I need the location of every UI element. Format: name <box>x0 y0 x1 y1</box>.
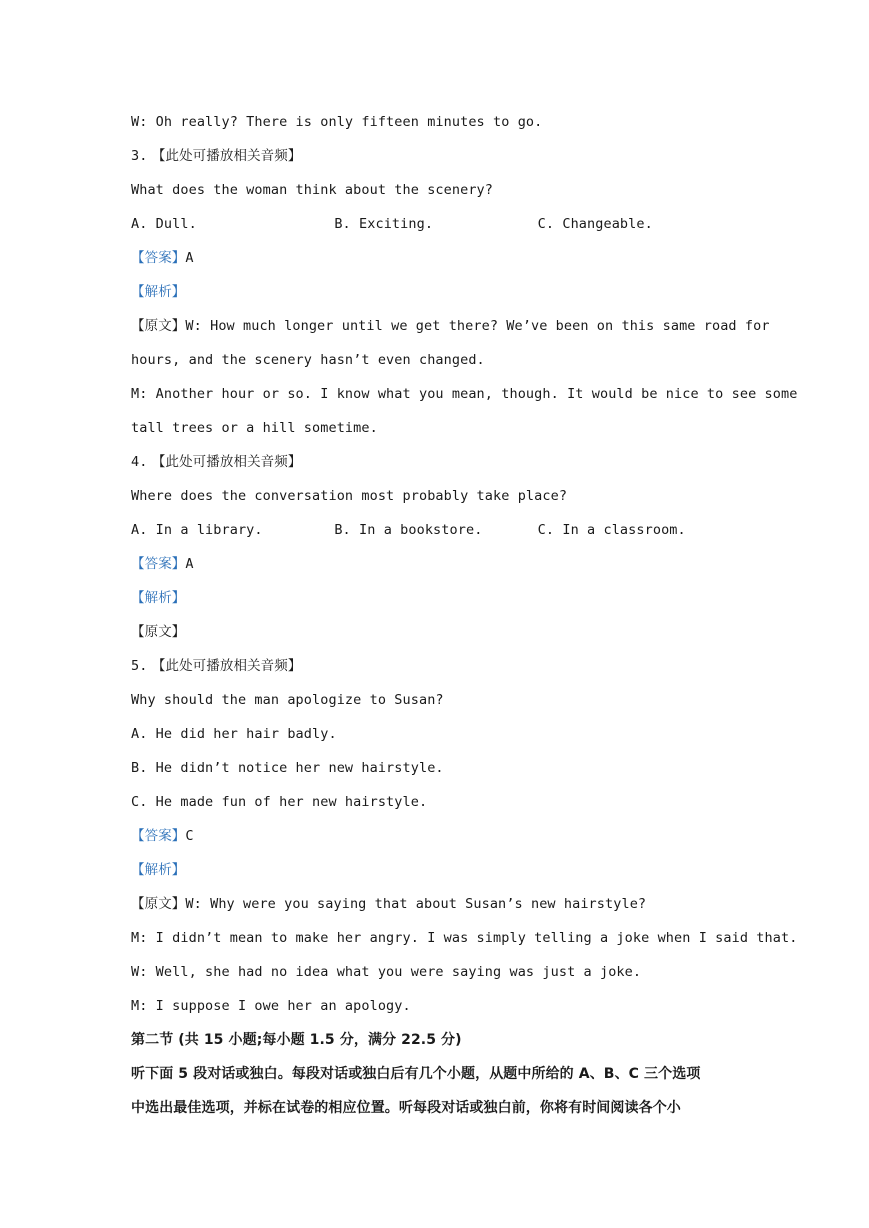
transcript-line: tall trees or a hill sometime. <box>131 420 378 436</box>
option-a: A. Dull. <box>131 216 197 232</box>
question-4-original <box>131 615 741 649</box>
question-3-original-1 <box>131 309 770 343</box>
transcript-line: M: I suppose I owe her an apology. <box>131 998 411 1014</box>
question-5-text: Why should the man apologize to Susan? <box>131 692 444 708</box>
option-a: A. In a library. <box>131 522 263 538</box>
question-4-analysis <box>131 581 741 615</box>
transcript-line: W: Why were you saying that about Susan’s new hairstyle? <box>185 896 647 912</box>
answer-value: A <box>185 556 194 572</box>
original-tag: 【原文】 <box>131 896 186 912</box>
transcript-line: W: How much longer until we get there? We’ve been on this same road for <box>185 318 770 334</box>
analysis-tag: 【解析】 <box>131 862 186 878</box>
question-5-answer <box>131 819 741 853</box>
section-2-instructions-2: 中选出最佳选项，并标在试卷的相应位置。听每段对话或独白前，你将有时间阅读各个小 <box>131 1100 681 1116</box>
answer-tag: 【答案】 <box>131 250 186 266</box>
transcript-line: M: Another hour or so. I know what you mean, though. It would be nice to see some <box>131 386 798 402</box>
option-c: C. Changeable. <box>537 216 653 232</box>
question-5-analysis <box>131 853 741 887</box>
audio-placeholder[interactable]: 【此处可播放相关音频】 <box>151 454 302 470</box>
audio-placeholder[interactable]: 【此处可播放相关音频】 <box>151 658 302 674</box>
question-4-header <box>131 445 741 479</box>
section-2-title: 第二节 (共 15 小题;每小题 1.5 分，满分 22.5 分) <box>131 1032 462 1048</box>
transcript-line: W: Oh really? There is only fifteen minutes to go. <box>131 114 543 130</box>
question-number: 4. <box>131 454 148 470</box>
option-c: C. He made fun of her new hairstyle. <box>131 794 428 810</box>
original-tag: 【原文】 <box>131 318 186 334</box>
question-3-answer <box>131 241 741 275</box>
original-tag: 【原文】 <box>131 624 186 640</box>
audio-placeholder[interactable]: 【此处可播放相关音频】 <box>151 148 302 164</box>
option-b: B. In a bookstore. <box>334 522 483 538</box>
question-number: 5. <box>131 658 148 674</box>
document-page <box>131 105 798 1125</box>
question-3-text: What does the woman think about the scenery? <box>131 182 494 198</box>
answer-value: C <box>185 828 194 844</box>
transcript-line: M: I didn’t mean to make her angry. I was simply telling a joke when I said that. <box>131 930 798 946</box>
option-a: A. He did her hair badly. <box>131 726 337 742</box>
answer-tag: 【答案】 <box>131 556 186 572</box>
section-2-instructions-1: 听下面 5 段对话或独白。每段对话或独白后有几个小题，从题中所给的 A、B、C 三个选项 <box>131 1066 701 1082</box>
question-3-options <box>131 207 741 241</box>
transcript-line: W: Well, she had no idea what you were saying was just a joke. <box>131 964 642 980</box>
transcript-line: hours, and the scenery hasn’t even changed. <box>131 352 485 368</box>
analysis-tag: 【解析】 <box>131 590 186 606</box>
question-3-header <box>131 139 741 173</box>
question-5-original-1 <box>131 887 741 921</box>
question-5-header <box>131 649 741 683</box>
option-b: B. He didn’t notice her new hairstyle. <box>131 760 444 776</box>
option-c: C. In a classroom. <box>537 522 686 538</box>
answer-value: A <box>185 250 194 266</box>
question-4-answer <box>131 547 741 581</box>
question-4-options <box>131 513 741 547</box>
answer-tag: 【答案】 <box>131 828 186 844</box>
question-number: 3. <box>131 148 148 164</box>
question-3-analysis <box>131 275 741 309</box>
option-b: B. Exciting. <box>334 216 434 232</box>
question-4-text: Where does the conversation most probably take place? <box>131 488 568 504</box>
analysis-tag: 【解析】 <box>131 284 186 300</box>
